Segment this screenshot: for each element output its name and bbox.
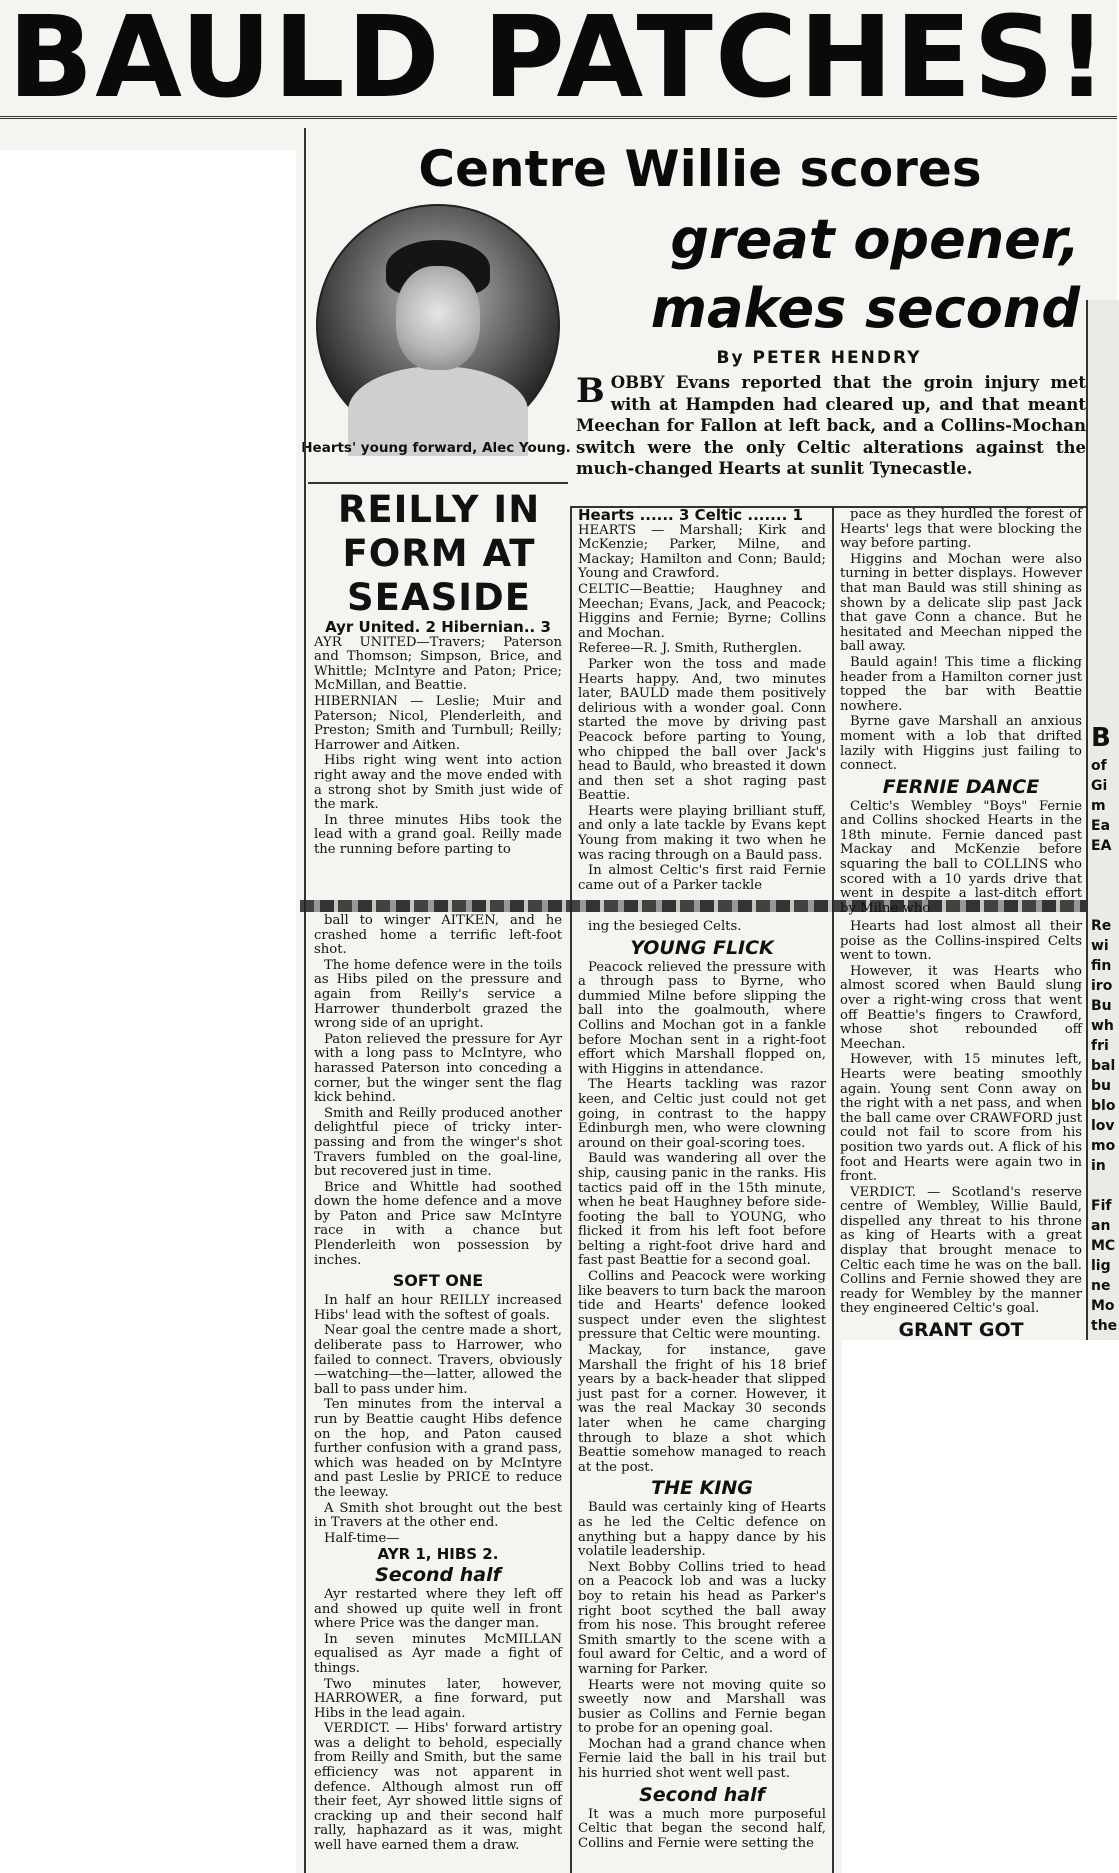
- article-lede: [576, 372, 1086, 480]
- edge-fragment: fin: [1091, 958, 1112, 974]
- paragraph: Mackay, for instance, gave Marshall the fright of his 18 brief years by a back-header that slipped just past for a corner. However, it was the real Mackay 30 seconds later when he came charging through to blaze a shot which Beattie somehow managed to reach at the post.: [578, 1343, 826, 1475]
- edge-fragment: of: [1091, 758, 1107, 774]
- paragraph: Half-time—: [324, 1530, 400, 1546]
- paragraph: Byrne gave Marshall an anxious moment with a lob that drifted lazily with Higgins just failing to connect.: [840, 714, 1082, 774]
- referee-line: Referee—R. J. Smith, Rutherglen.: [578, 641, 802, 657]
- paragraph: Two minutes later, however, HARROWER, a fine forward, put Hibs in the lead again.: [314, 1676, 562, 1721]
- paragraph: Collins and Peacock were working like beavers to turn back the maroon tide and Hearts' defence looked suspect under even the slightest pressure that Celtic were mounting.: [578, 1269, 826, 1343]
- paragraph: pace as they hurdled the forest of Hearts' legs that were blocking the way before parting.: [840, 507, 1082, 552]
- paragraph: ball to winger AITKEN, and he crashed home a terrific left-foot shot.: [314, 913, 562, 958]
- edge-fragment: wh: [1091, 1018, 1114, 1034]
- paragraph: Mochan had a grand chance when Fernie laid the ball in his trail but his hurried shot went well past.: [578, 1736, 826, 1782]
- rule-under-caption: [308, 482, 568, 484]
- paragraph: Celtic's Wembley "Boys" Fernie and Collins shocked Hearts in the 18th minute. Fernie danced past Mackay and McKenzie before squaring the ball to COLLINS who scored with a 10 yards drive that went in despite a last-ditch effort by Milne who: [840, 798, 1082, 916]
- edge-fragment: Fif: [1091, 1198, 1112, 1214]
- paragraph: Hibs right wing went into action right away and the move ended with a strong shot by Smith just wide of the mark.: [314, 753, 562, 813]
- edge-fragment: EA: [1091, 838, 1112, 854]
- edge-fragment: blo: [1091, 1098, 1116, 1114]
- photo-face: [396, 266, 480, 370]
- edge-fragment: wi: [1091, 938, 1109, 954]
- rule-col2-col3: [832, 506, 834, 1873]
- paragraph: Bauld was wandering all over the ship, causing panic in the ranks. His tactics paid off in the 15th minute, when he beat Haughney before side-footing the ball to YOUNG, who flicked it from his left foot before belting a right-foot drive hard and fast past Beattie for a second goal.: [578, 1151, 826, 1269]
- drop-cap: B: [576, 371, 605, 411]
- paragraph: Ayr restarted where they left off and showed up quite well in front where Price was the danger man.: [314, 1586, 562, 1632]
- paragraph: Next Bobby Collins tried to head on a Peacock lob and was a lucky boy to retain his head as Parker's right boot scythed the ball away from his nose. This brought referee Smith smartly to the scene with a foul award for Celtic, and a word of warning for Parker.: [578, 1559, 826, 1677]
- paragraph: Peacock relieved the pressure with a through pass to Byrne, who dummied Milne before slipping the ball into the goalmouth, where Collins and Mochan got in a fankle before Mochan sent in a right-foot effort which Marshall flopped on, with Higgins in attendance.: [578, 959, 826, 1077]
- paragraph: Smith and Reilly produced another delightful piece of tricky inter-passing and from the winger's shot Travers fumbled on the goal-line, but recovered just in time.: [314, 1105, 562, 1180]
- section-head-grant-got: GRANT GOT: [898, 1319, 1024, 1342]
- section-head-second-half: Second half: [639, 1783, 765, 1806]
- edge-fragment: Re: [1091, 918, 1112, 934]
- edge-fragment: Gi: [1091, 778, 1108, 794]
- edge-fragment: m: [1091, 798, 1106, 814]
- paragraph: VERDICT. — Scotland's reserve centre of Wembley, Willie Bauld, dispelled any threat to his throne as king of Hearts with a great display that brought menace to Celtic each time he was on the ball. Collins and Fernie showed they are ready for Wembley by the manner they engineered Celtic's goal.: [840, 1184, 1082, 1317]
- column-right-top: [840, 507, 1082, 916]
- section-head-soft-one: SOFT ONE: [392, 1271, 484, 1291]
- paragraph: A Smith shot brought out the best in Travers at the other end.: [314, 1500, 562, 1531]
- edge-fragment: bu: [1091, 1078, 1111, 1094]
- subheadline-line-1: Centre Willie scores: [418, 140, 982, 198]
- section-head-fernie-dance: FERNIE DANCE: [882, 775, 1040, 798]
- paragraph: Higgins and Mochan were also turning in better displays. However that man Bauld was still shining as shown by a delicate slip past Jack that gave Conn a chance. But he hesitated and Meechan nipped the ball away.: [840, 551, 1082, 655]
- edge-fragment: fri: [1091, 1038, 1109, 1054]
- edge-fragment: lov: [1091, 1118, 1115, 1134]
- paragraph: Near goal the centre made a short, deliberate pass to Harrower, who failed to connect. Travers, obviously—watching—the—latter, allowed the ball to pass under him.: [314, 1323, 562, 1397]
- column-middle-top: [578, 508, 826, 898]
- score-line-ayr-hibs: Ayr United. 2 Hibernian.. 3: [325, 618, 551, 636]
- paragraph: VERDICT. — Hibs' forward artistry was a delight to behold, especially from Reilly and Smith, but the same efficiency was not apparent in defence. Although almost run off their feet, Ayr showed little signs of cracking up and their second half rally, haphazard as it was, might well have earned them a draw.: [314, 1721, 562, 1854]
- score-line-hearts-celtic: Hearts ...... 3 Celtic ....... 1: [578, 506, 803, 524]
- blank-area-left: [0, 150, 296, 1873]
- edge-fragment: the: [1091, 1318, 1118, 1334]
- paragraph: Hearts were playing brilliant stuff, and only a late tackle by Evans kept Young from making it two when he was racing through on a Bauld pass.: [578, 803, 826, 863]
- paragraph: The Hearts tackling was razor keen, and Celtic just could not get going, in contrast to the happy Edinburgh men, who were clowning around on their goal-scoring toes.: [578, 1077, 826, 1151]
- paragraph: In almost Celtic's first raid Fernie came out of a Parker tackle: [578, 863, 826, 893]
- page-headline: BAULD PATCHES!: [0, 0, 1117, 119]
- paragraph: Hearts were not moving quite so sweetly now and Marshall was busier as Collins and Fernie began to probe for an opening goal.: [578, 1677, 826, 1737]
- team-line-hearts: HEARTS — Marshall; Kirk and McKenzie; Parker, Milne, and Mackay; Hamilton and Conn; Bauld; Young and Crawford.: [578, 522, 826, 582]
- edge-fragment: Bu: [1091, 998, 1112, 1014]
- column-middle-bottom: [578, 920, 826, 1870]
- edge-fragment: MC: [1091, 1238, 1116, 1254]
- paragraph: Bauld again! This time a flicking header from a Hamilton corner just topped the bar with Beattie nowhere.: [840, 654, 1082, 714]
- paragraph: The home defence were in the toils as Hibs piled on the pressure and again from Reilly's service a Harrower thunderbolt grazed the wrong side of an upright.: [314, 957, 562, 1032]
- paragraph: However, with 15 minutes left, Hearts were beating smoothly again. Young sent Conn away on the right with a net pass, and when the ball came over CRAWFORD just could not fail to score from his position two yards out. A flick of his foot and Hearts were again two in front.: [840, 1052, 1082, 1185]
- column-right-bottom: [840, 919, 1082, 1342]
- paragraph: Parker won the toss and made Hearts happy. And, two minutes later, BAULD made them positively delirious with a wonder goal. Conn started the move by driving past Peacock before parting to Young, who chipped the ball over Jack's head to Bauld, who breasted it down and then set a shot raging past Beattie.: [578, 656, 826, 804]
- edge-fragment: lig: [1091, 1258, 1111, 1274]
- byline: By PETER HENDRY: [716, 348, 922, 368]
- section-head-young-flick: YOUNG FLICK: [630, 936, 774, 959]
- paragraph: However, it was Hearts who almost scored when Bauld slung over a right-wing cross that went off Beattie's fingers to Crawford, whose shot rebounded off Meechan.: [840, 963, 1082, 1052]
- edge-fragment: iro: [1091, 978, 1113, 994]
- player-photo: [316, 204, 560, 446]
- column-left-top: [314, 620, 562, 898]
- paragraph: It was a much more purposeful Celtic that began the second half, Collins and Fernie were setting the: [578, 1806, 826, 1851]
- section-head-second-half: Second half: [375, 1563, 501, 1586]
- blank-area-right: [842, 1340, 1117, 1873]
- paragraph: In half an hour REILLY increased Hibs' lead with the softest of goals.: [314, 1293, 562, 1323]
- team-line-ayr: AYR UNITED—Travers; Paterson and Thomson; Simpson, Brice, and Whittle; McIntyre and Paton; Price; McMillan, and Beattie.: [314, 634, 562, 694]
- paragraph: Brice and Whittle had soothed down the home defence and a move by Paton and Price saw McIntyre race in with a chance but Plenderleith won possession by inches.: [314, 1179, 562, 1268]
- paragraph: Hearts had lost almost all their poise as the Collins-inspired Celts went to town.: [840, 919, 1082, 964]
- paragraph: Paton relieved the pressure for Ayr with a long pass to McIntyre, who harassed Paterson into conceding a corner, but the winger sent the flag kick behind.: [314, 1031, 562, 1106]
- team-line-celtic: CELTIC—Beattie; Haughney and Meechan; Evans, Jack, and Peacock; Higgins and Fernie; Byrne; Collins and Mochan.: [578, 581, 826, 641]
- adjacent-column-fragments: [1086, 300, 1119, 1340]
- subheadline-line-2: great opener,: [670, 208, 1080, 271]
- edge-fragment: an: [1091, 1218, 1111, 1234]
- edge-fragment: Ea: [1091, 818, 1111, 834]
- subheadline-line-3: makes second: [650, 277, 1080, 340]
- paragraph: In seven minutes McMILLAN equalised as Ayr made a fight of things.: [314, 1631, 562, 1676]
- edge-fragment: Mo: [1091, 1298, 1115, 1314]
- team-line-hibs: HIBERNIAN — Leslie; Muir and Paterson; Nicol, Plenderleith, and Preston; Smith and Turnbull; Reilly; Harrower and Aitken.: [314, 693, 562, 753]
- edge-fragment: B: [1091, 723, 1111, 753]
- half-time-score: AYR 1, HIBS 2.: [377, 1545, 499, 1564]
- paragraph: Bauld was certainly king of Hearts as he led the Celtic defence on anything but a happy dance by his volatile leadership.: [578, 1500, 826, 1560]
- edge-fragment: ne: [1091, 1278, 1111, 1294]
- paragraph: ing the besieged Celts.: [588, 919, 742, 934]
- edge-fragment: mo: [1091, 1138, 1116, 1154]
- paragraph: Ten minutes from the interval a run by Beattie caught Hibs defence on the hop, and Paton caused further confusion with a grand pass, which was headed on by McIntyre and past Leslie by PRICE to reduce the leeway.: [314, 1397, 562, 1500]
- section-head-the-king: THE KING: [651, 1477, 753, 1500]
- edge-fragment: bal: [1091, 1058, 1116, 1074]
- rule-col1-col2: [570, 506, 572, 1873]
- photo-caption: Hearts' young forward, Alec Young.: [301, 440, 571, 456]
- column-left-bottom: [314, 914, 562, 1869]
- lede-text: OBBY Evans reported that the groin injury met with at Hampden had cleared up, and that meant Meechan for Fallon at left back, and a Collins-Mochan switch were the only Celtic alterations against the much-changed Hearts at sunlit Tynecastle.: [576, 373, 1086, 478]
- rule-left-edge: [304, 128, 306, 1873]
- edge-fragment: in: [1091, 1158, 1106, 1174]
- sidebar-headline: REILLY IN FORM AT SEASIDE: [337, 488, 541, 619]
- paragraph: In three minutes Hibs took the lead with a grand goal. Reilly made the running before parting to: [314, 812, 562, 857]
